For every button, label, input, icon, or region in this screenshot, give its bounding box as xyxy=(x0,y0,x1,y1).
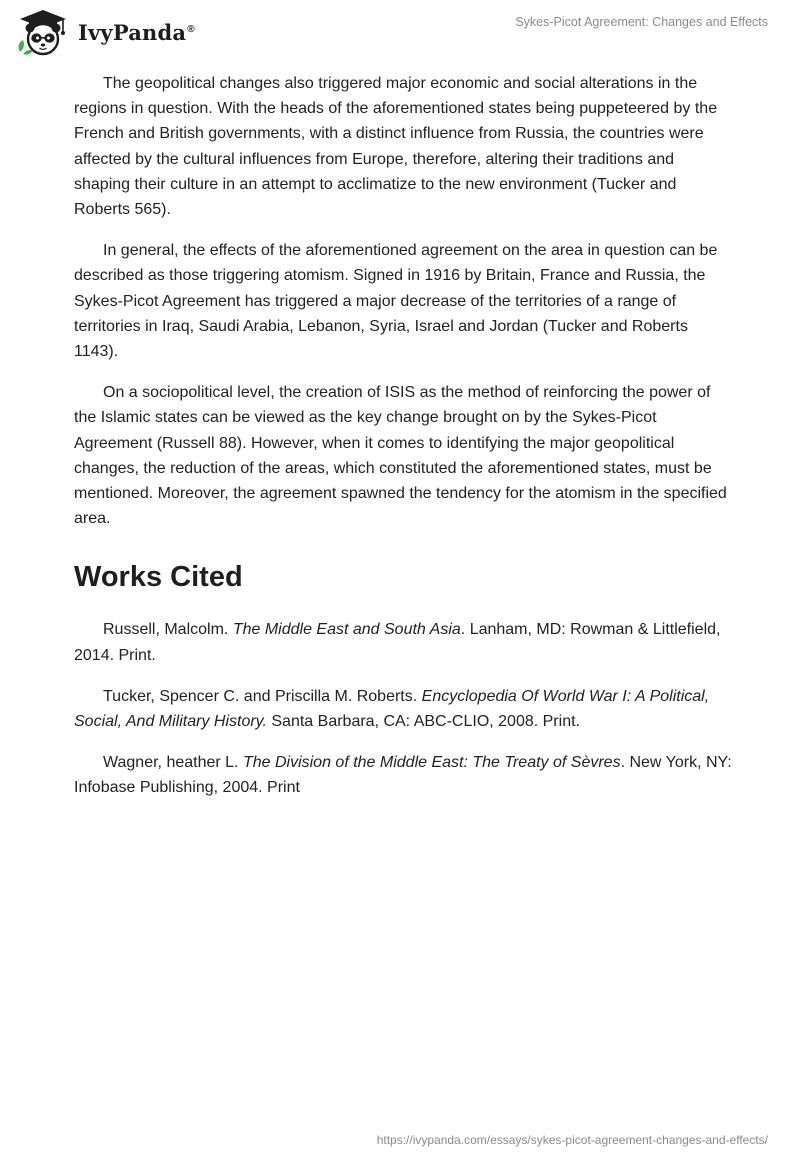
body-paragraph: In general, the effects of the aforementioned agreement on the area in question can be described as those triggering atomism. Signed in 1916 by Britain, France and Russia, the Sykes-Picot Agreement has triggered a major decrease of the territories of a range of territories in Iraq, Saudi Arabia, Lebanon, Syria, Israel and Jordan (Tucker and Roberts 1143). xyxy=(74,242,718,361)
brand-logo[interactable] xyxy=(14,8,195,56)
citation-title: The Division of the Middle East: The Treaty of Sèvres xyxy=(242,754,621,772)
brand-name: IvyPanda® xyxy=(78,19,195,45)
citation-title: Encyclopedia Of World War I: A Political, Social, And Military History. xyxy=(74,687,710,731)
body-paragraph: The geopolitical changes also triggered major economic and social alterations in the regions in question. With the heads of the aforementioned states being puppeteered by the French and British governments, with a distinct influence from Russia, the countries were affected by the cultural influences from Europe, therefore, altering their traditions and shaping their culture in an attempt to acclimatize to the new environment (Tucker and Roberts 565). xyxy=(74,75,718,219)
citation-publication: Santa Barbara, CA: ABC-CLIO, 2008. Print. xyxy=(266,713,580,731)
citation-entry xyxy=(74,617,734,667)
citation-entry xyxy=(74,750,734,800)
works-cited-heading: Works Cited xyxy=(74,561,243,594)
panda-logo-icon xyxy=(14,8,72,56)
citation-author: Tucker, Spencer C. and Priscilla M. Roberts. xyxy=(103,687,422,705)
body-paragraph: On a sociopolitical level, the creation of ISIS as the method of reinforcing the power of the Islamic states can be viewed as the key change brought on by the Sykes-Picot Agreement (Russell 88). However, when it comes to identifying the major geopolitical changes, the reduction of the areas, which constituted the aforementioned states, must be mentioned. Moreover, the agreement spawned the tendency for the atomism in the specified area. xyxy=(74,384,727,528)
source-url[interactable]: https://ivypanda.com/essays/sykes-picot-agreement-changes-and-effects/ xyxy=(376,1133,768,1147)
registered-mark: ® xyxy=(187,23,195,35)
citation-author: Russell, Malcolm. xyxy=(103,621,233,639)
citation-publication: . Lanham, MD: Rowman & Littlefield, 2014. Print. xyxy=(74,621,721,664)
citation-entry xyxy=(74,684,734,734)
essay-content xyxy=(74,71,734,817)
page-header xyxy=(0,0,800,64)
citation-title: The Middle East and South Asia xyxy=(232,621,461,639)
citation-publication: . New York, NY: Infobase Publishing, 2004. Print xyxy=(74,754,732,797)
document-title: Sykes-Picot Agreement: Changes and Effects xyxy=(515,15,768,29)
citation-author: Wagner, heather L. xyxy=(103,754,243,772)
